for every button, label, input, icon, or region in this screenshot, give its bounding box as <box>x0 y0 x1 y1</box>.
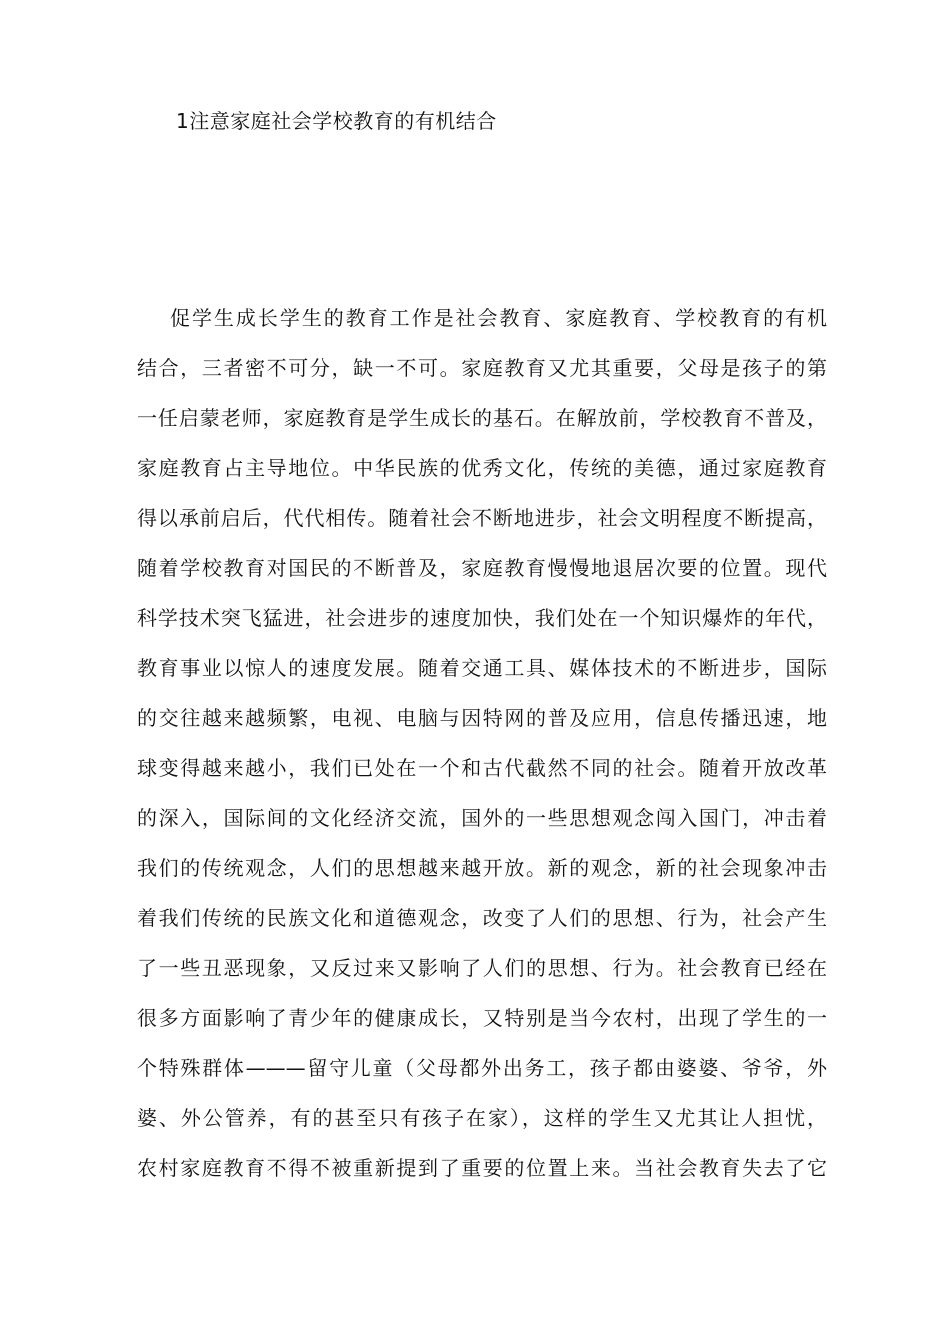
paragraph-line: 我们的传统观念，人们的思想越来越开放。新的观念，新的社会现象冲击 <box>137 856 827 880</box>
paragraph-line: 随着学校教育对国民的不断普及，家庭教育慢慢地退居次要的位置。现代 <box>137 556 827 580</box>
paragraph-line: 一任启蒙老师，家庭教育是学生成长的基石。在解放前，学校教育不普及， <box>137 406 827 430</box>
section-heading: 1注意家庭社会学校教育的有机结合 <box>176 109 497 133</box>
paragraph-line: 家庭教育占主导地位。中华民族的优秀文化，传统的美德，通过家庭教育 <box>137 456 827 480</box>
paragraph-line: 科学技术突飞猛进，社会进步的速度加快，我们处在一个知识爆炸的年代， <box>137 606 827 630</box>
paragraph-line: 球变得越来越小，我们已处在一个和古代截然不同的社会。随着开放改革 <box>137 756 827 780</box>
paragraph-line: 很多方面影响了青少年的健康成长，又特别是当今农村，出现了学生的一 <box>137 1006 827 1030</box>
paragraph-line: 的交往越来越频繁，电视、电脑与因特网的普及应用，信息传播迅速，地 <box>137 706 827 730</box>
paragraph-line: 得以承前启后，代代相传。随着社会不断地进步，社会文明程度不断提高， <box>137 506 827 530</box>
paragraph-line: 婆、外公管养，有的甚至只有孩子在家），这样的学生又尤其让人担忧， <box>137 1106 827 1130</box>
paragraph-line: 着我们传统的民族文化和道德观念，改变了人们的思想、行为，社会产生 <box>137 906 827 930</box>
paragraph-line: 教育事业以惊人的速度发展。随着交通工具、媒体技术的不断进步，国际 <box>137 656 827 680</box>
paragraph-line: 农村家庭教育不得不被重新提到了重要的位置上来。当社会教育失去了它 <box>137 1156 827 1180</box>
paragraph-line: 促学生成长学生的教育工作是社会教育、家庭教育、学校教育的有机 <box>170 306 827 330</box>
body-paragraph <box>137 293 827 1193</box>
paragraph-line: 的深入，国际间的文化经济交流，国外的一些思想观念闯入国门，冲击着 <box>137 806 827 830</box>
paragraph-line: 结合，三者密不可分，缺一不可。家庭教育又尤其重要，父母是孩子的第 <box>137 356 827 380</box>
paragraph-line: 个特殊群体———留守儿童（父母都外出务工，孩子都由婆婆、爷爷，外 <box>137 1056 827 1080</box>
paragraph-line: 了一些丑恶现象，又反过来又影响了人们的思想、行为。社会教育已经在 <box>137 956 827 980</box>
